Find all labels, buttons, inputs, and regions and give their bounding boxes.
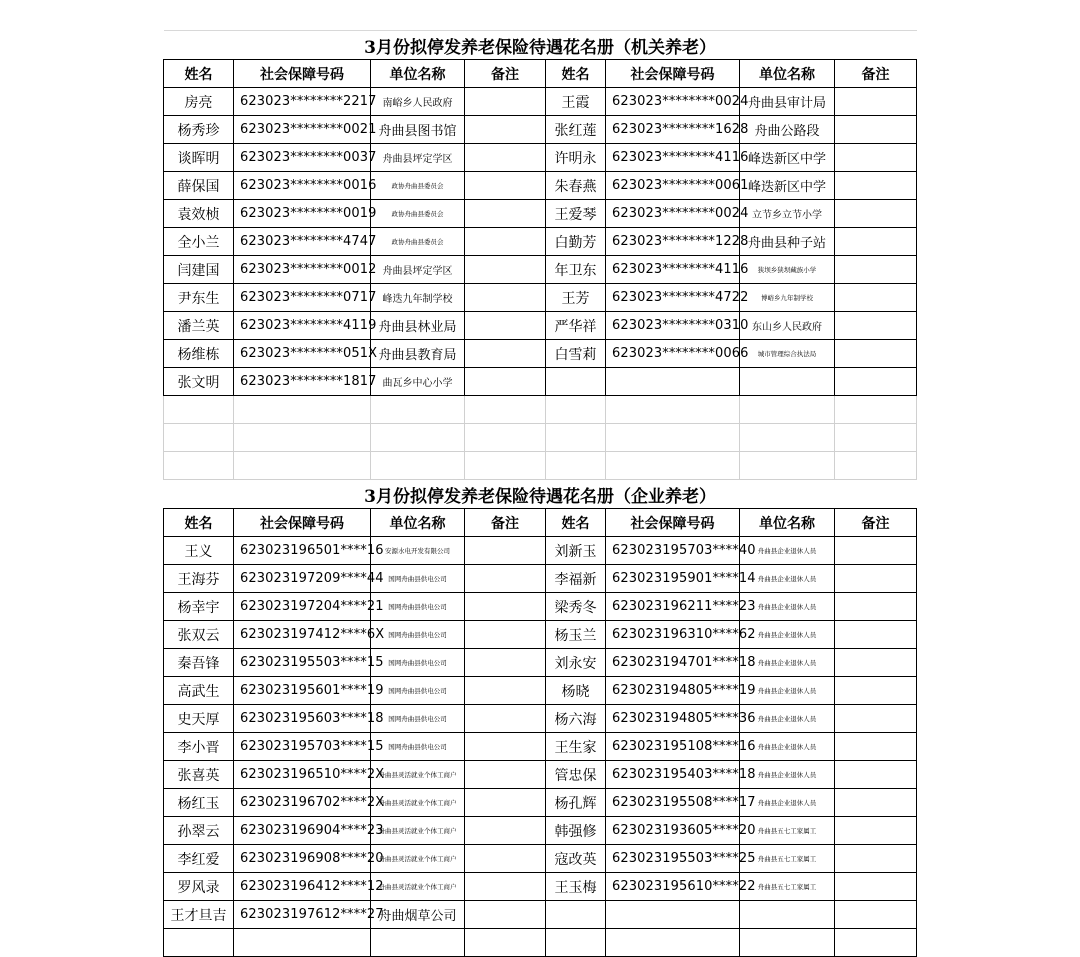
- name-cell: 寇改英: [546, 845, 606, 873]
- social-security-number-cell: 623023197209****44: [234, 565, 371, 593]
- remark-cell: [835, 649, 917, 677]
- sheet-title: 3月份拟停发养老保险待遇花名册（企业养老）: [164, 480, 917, 509]
- sheet-title-row: [164, 31, 917, 60]
- empty-cell: [606, 452, 740, 480]
- name-cell: 秦吾锋: [164, 649, 234, 677]
- social-security-number-cell: 623023197612****27: [234, 901, 371, 929]
- social-security-number-cell: 623023195403****18: [606, 761, 740, 789]
- column-header: 姓名: [546, 60, 606, 88]
- social-security-number-cell: 623023********0016: [234, 172, 371, 200]
- remark-cell: [835, 593, 917, 621]
- unit-name-cell: [371, 929, 465, 957]
- remark-cell: [465, 845, 546, 873]
- unit-name-cell: [740, 929, 835, 957]
- social-security-number-cell: 623023194805****19: [606, 677, 740, 705]
- unit-name-cell: 国网舟曲县供电公司: [371, 621, 465, 649]
- unit-name-cell: 舟曲县企业退休人员: [740, 705, 835, 733]
- unit-name-cell: 舟曲县企业退休人员: [740, 593, 835, 621]
- remark-cell: [465, 733, 546, 761]
- remark-cell: [465, 621, 546, 649]
- column-header: 姓名: [164, 509, 234, 537]
- social-security-number-cell: 623023196310****62: [606, 621, 740, 649]
- unit-name-cell: 舟曲县林业局: [371, 312, 465, 340]
- name-cell: [546, 929, 606, 957]
- name-cell: 张双云: [164, 621, 234, 649]
- remark-cell: [835, 677, 917, 705]
- unit-name-cell: 舟曲县企业退休人员: [740, 537, 835, 565]
- social-security-number-cell: 623023195901****14: [606, 565, 740, 593]
- name-cell: 薛保国: [164, 172, 234, 200]
- empty-cell: [164, 452, 234, 480]
- unit-name-cell: 曲瓦乡中心小学: [371, 368, 465, 396]
- unit-name-cell: 舟曲县企业退休人员: [740, 565, 835, 593]
- remark-cell: [835, 116, 917, 144]
- remark-cell: [835, 929, 917, 957]
- name-cell: 闫建国: [164, 256, 234, 284]
- remark-cell: [465, 565, 546, 593]
- table-row: [164, 116, 917, 144]
- spacer-row: [164, 396, 917, 424]
- remark-cell: [835, 789, 917, 817]
- remark-cell: [465, 649, 546, 677]
- spreadsheet: [163, 30, 916, 957]
- column-header: 单位名称: [740, 509, 835, 537]
- name-cell: 王玉梅: [546, 873, 606, 901]
- table-row: [164, 256, 917, 284]
- name-cell: 杨红玉: [164, 789, 234, 817]
- unit-name-cell: 舟曲县灵活就业个体工商户: [371, 761, 465, 789]
- remark-cell: [835, 200, 917, 228]
- empty-cell: [465, 452, 546, 480]
- remark-cell: [835, 228, 917, 256]
- social-security-number-cell: 623023********4116: [606, 256, 740, 284]
- unit-name-cell: [740, 901, 835, 929]
- empty-cell: [546, 396, 606, 424]
- social-security-number-cell: 623023195610****22: [606, 873, 740, 901]
- remark-cell: [835, 537, 917, 565]
- unit-name-cell: 博峪乡九年制学校: [740, 284, 835, 312]
- remark-cell: [835, 88, 917, 116]
- table-row: [164, 172, 917, 200]
- name-cell: 许明永: [546, 144, 606, 172]
- unit-name-cell: 国网舟曲县供电公司: [371, 565, 465, 593]
- remark-cell: [465, 817, 546, 845]
- remark-cell: [835, 733, 917, 761]
- remark-cell: [835, 817, 917, 845]
- table-row: [164, 929, 917, 957]
- unit-name-cell: 峰迭新区中学: [740, 144, 835, 172]
- name-cell: 李福新: [546, 565, 606, 593]
- unit-name-cell: 舟曲县企业退休人员: [740, 677, 835, 705]
- table-row: [164, 284, 917, 312]
- column-header: 备注: [465, 509, 546, 537]
- remark-cell: [465, 901, 546, 929]
- remark-cell: [465, 200, 546, 228]
- column-header: 社会保障号码: [606, 60, 740, 88]
- table-row: [164, 649, 917, 677]
- sheet-title-row: [164, 480, 917, 509]
- empty-cell: [465, 396, 546, 424]
- spacer-row: [164, 452, 917, 480]
- remark-cell: [465, 340, 546, 368]
- name-cell: 王义: [164, 537, 234, 565]
- social-security-number-cell: 623023195603****18: [234, 705, 371, 733]
- empty-cell: [740, 424, 835, 452]
- unit-name-cell: 安源水电开发有限公司: [371, 537, 465, 565]
- social-security-number-cell: [606, 901, 740, 929]
- social-security-number-cell: 623023194701****18: [606, 649, 740, 677]
- name-cell: 袁效桢: [164, 200, 234, 228]
- table-row: [164, 312, 917, 340]
- remark-cell: [465, 705, 546, 733]
- unit-name-cell: 舟曲县灵活就业个体工商户: [371, 789, 465, 817]
- empty-cell: [835, 424, 917, 452]
- unit-name-cell: 东山乡人民政府: [740, 312, 835, 340]
- column-header: 社会保障号码: [234, 509, 371, 537]
- unit-name-cell: 舟曲烟草公司: [371, 901, 465, 929]
- name-cell: 刘新玉: [546, 537, 606, 565]
- social-security-number-cell: 623023193605****20: [606, 817, 740, 845]
- column-header: 姓名: [546, 509, 606, 537]
- column-header: 备注: [465, 60, 546, 88]
- name-cell: 杨晓: [546, 677, 606, 705]
- social-security-number-cell: 623023********4747: [234, 228, 371, 256]
- remark-cell: [835, 845, 917, 873]
- header-row: [164, 509, 917, 537]
- remark-cell: [835, 901, 917, 929]
- empty-cell: [234, 396, 371, 424]
- table-row: [164, 368, 917, 396]
- remark-cell: [465, 228, 546, 256]
- table-row: [164, 901, 917, 929]
- remark-cell: [465, 677, 546, 705]
- remark-cell: [835, 368, 917, 396]
- unit-name-cell: 国网舟曲县供电公司: [371, 677, 465, 705]
- column-header: 备注: [835, 509, 917, 537]
- remark-cell: [835, 256, 917, 284]
- social-security-number-cell: 623023195703****40: [606, 537, 740, 565]
- name-cell: 严华祥: [546, 312, 606, 340]
- name-cell: 王爱琴: [546, 200, 606, 228]
- name-cell: 年卫东: [546, 256, 606, 284]
- table-row: [164, 845, 917, 873]
- social-security-number-cell: 623023196211****23: [606, 593, 740, 621]
- remark-cell: [465, 144, 546, 172]
- empty-cell: [606, 424, 740, 452]
- social-security-number-cell: 623023196702****2X: [234, 789, 371, 817]
- remark-cell: [835, 761, 917, 789]
- name-cell: 杨玉兰: [546, 621, 606, 649]
- table-row: [164, 733, 917, 761]
- name-cell: 王芳: [546, 284, 606, 312]
- table-row: [164, 88, 917, 116]
- unit-name-cell: 舟曲县企业退休人员: [740, 761, 835, 789]
- social-security-number-cell: 623023********1817: [234, 368, 371, 396]
- column-header: 备注: [835, 60, 917, 88]
- table-row: [164, 817, 917, 845]
- unit-name-cell: 立节乡立节小学: [740, 200, 835, 228]
- empty-cell: [164, 424, 234, 452]
- table-row: [164, 200, 917, 228]
- header-row: [164, 60, 917, 88]
- name-cell: 高武生: [164, 677, 234, 705]
- social-security-number-cell: 623023********1628: [606, 116, 740, 144]
- unit-name-cell: 舟曲县企业退休人员: [740, 621, 835, 649]
- remark-cell: [835, 340, 917, 368]
- name-cell: 全小兰: [164, 228, 234, 256]
- unit-name-cell: 政协舟曲县委员会: [371, 228, 465, 256]
- name-cell: 王生家: [546, 733, 606, 761]
- unit-name-cell: 舟曲县五七工家属工: [740, 845, 835, 873]
- social-security-number-cell: 623023195108****16: [606, 733, 740, 761]
- social-security-number-cell: 623023196501****16: [234, 537, 371, 565]
- name-cell: 管忠保: [546, 761, 606, 789]
- social-security-number-cell: 623023********0037: [234, 144, 371, 172]
- social-security-number-cell: 623023********4116: [606, 144, 740, 172]
- name-cell: 张喜英: [164, 761, 234, 789]
- name-cell: 房亮: [164, 88, 234, 116]
- name-cell: 梁秀冬: [546, 593, 606, 621]
- social-security-number-cell: 623023********0310: [606, 312, 740, 340]
- empty-cell: [740, 452, 835, 480]
- unit-name-cell: 狭坝乡狭坝藏族小学: [740, 256, 835, 284]
- remark-cell: [465, 929, 546, 957]
- table-row: [164, 565, 917, 593]
- social-security-number-cell: 623023196904****23: [234, 817, 371, 845]
- unit-name-cell: 舟曲县灵活就业个体工商户: [371, 817, 465, 845]
- social-security-number-cell: 623023195601****19: [234, 677, 371, 705]
- unit-name-cell: 峰迭新区中学: [740, 172, 835, 200]
- unit-name-cell: 舟曲县教育局: [371, 340, 465, 368]
- table-row: [164, 761, 917, 789]
- empty-cell: [835, 452, 917, 480]
- name-cell: 杨幸宇: [164, 593, 234, 621]
- name-cell: 张文明: [164, 368, 234, 396]
- social-security-number-cell: 623023********0061: [606, 172, 740, 200]
- social-security-number-cell: 623023********0066: [606, 340, 740, 368]
- unit-name-cell: 国网舟曲县供电公司: [371, 705, 465, 733]
- name-cell: 尹东生: [164, 284, 234, 312]
- social-security-number-cell: 623023********0024: [606, 88, 740, 116]
- social-security-number-cell: [606, 368, 740, 396]
- name-cell: 韩强修: [546, 817, 606, 845]
- unit-name-cell: 国网舟曲县供电公司: [371, 733, 465, 761]
- spacer-row: [164, 424, 917, 452]
- name-cell: 谈晖明: [164, 144, 234, 172]
- name-cell: 白勤芳: [546, 228, 606, 256]
- table-row: [164, 228, 917, 256]
- table-row: [164, 705, 917, 733]
- table-row: [164, 537, 917, 565]
- unit-name-cell: 城市管理综合执法局: [740, 340, 835, 368]
- unit-name-cell: [740, 368, 835, 396]
- remark-cell: [835, 705, 917, 733]
- remark-cell: [835, 144, 917, 172]
- empty-cell: [835, 396, 917, 424]
- table-row: [164, 144, 917, 172]
- empty-cell: [234, 452, 371, 480]
- table-row: [164, 593, 917, 621]
- social-security-number-cell: 623023********0024: [606, 200, 740, 228]
- column-header: 社会保障号码: [606, 509, 740, 537]
- roster-table: [163, 30, 917, 957]
- name-cell: 张红莲: [546, 116, 606, 144]
- name-cell: 孙翠云: [164, 817, 234, 845]
- empty-cell: [164, 396, 234, 424]
- unit-name-cell: 舟曲县企业退休人员: [740, 789, 835, 817]
- social-security-number-cell: 623023********0021: [234, 116, 371, 144]
- name-cell: 杨六海: [546, 705, 606, 733]
- name-cell: [546, 901, 606, 929]
- column-header: 社会保障号码: [234, 60, 371, 88]
- social-security-number-cell: 623023********4722: [606, 284, 740, 312]
- table-row: [164, 677, 917, 705]
- unit-name-cell: 舟曲县坪定学区: [371, 256, 465, 284]
- name-cell: [546, 368, 606, 396]
- remark-cell: [835, 284, 917, 312]
- empty-cell: [546, 424, 606, 452]
- remark-cell: [835, 312, 917, 340]
- remark-cell: [465, 761, 546, 789]
- name-cell: 王霞: [546, 88, 606, 116]
- social-security-number-cell: 623023********1228: [606, 228, 740, 256]
- name-cell: 白雪莉: [546, 340, 606, 368]
- social-security-number-cell: 623023********0717: [234, 284, 371, 312]
- table-row: [164, 789, 917, 817]
- empty-cell: [371, 396, 465, 424]
- empty-cell: [371, 424, 465, 452]
- name-cell: 朱春燕: [546, 172, 606, 200]
- name-cell: 潘兰英: [164, 312, 234, 340]
- column-header: 单位名称: [740, 60, 835, 88]
- name-cell: 李小晋: [164, 733, 234, 761]
- unit-name-cell: 政协舟曲县委员会: [371, 172, 465, 200]
- unit-name-cell: 国网舟曲县供电公司: [371, 649, 465, 677]
- unit-name-cell: 舟曲县企业退休人员: [740, 733, 835, 761]
- social-security-number-cell: 623023195508****17: [606, 789, 740, 817]
- unit-name-cell: 舟曲县五七工家属工: [740, 817, 835, 845]
- unit-name-cell: 舟曲县五七工家属工: [740, 873, 835, 901]
- social-security-number-cell: 623023********0019: [234, 200, 371, 228]
- empty-cell: [234, 424, 371, 452]
- unit-name-cell: 政协舟曲县委员会: [371, 200, 465, 228]
- name-cell: 刘永安: [546, 649, 606, 677]
- unit-name-cell: 舟曲县灵活就业个体工商户: [371, 873, 465, 901]
- social-security-number-cell: 623023197412****6X: [234, 621, 371, 649]
- unit-name-cell: 舟曲公路段: [740, 116, 835, 144]
- name-cell: 杨秀珍: [164, 116, 234, 144]
- remark-cell: [465, 789, 546, 817]
- table-row: [164, 621, 917, 649]
- remark-cell: [465, 312, 546, 340]
- empty-cell: [371, 452, 465, 480]
- remark-cell: [465, 256, 546, 284]
- unit-name-cell: 舟曲县坪定学区: [371, 144, 465, 172]
- unit-name-cell: 舟曲县企业退休人员: [740, 649, 835, 677]
- remark-cell: [465, 88, 546, 116]
- social-security-number-cell: 623023196412****12: [234, 873, 371, 901]
- remark-cell: [835, 172, 917, 200]
- table-row: [164, 340, 917, 368]
- social-security-number-cell: 623023********4119: [234, 312, 371, 340]
- empty-cell: [546, 452, 606, 480]
- social-security-number-cell: 623023194805****36: [606, 705, 740, 733]
- social-security-number-cell: 623023195503****25: [606, 845, 740, 873]
- remark-cell: [465, 368, 546, 396]
- remark-cell: [835, 621, 917, 649]
- empty-cell: [606, 396, 740, 424]
- unit-name-cell: 舟曲县图书馆: [371, 116, 465, 144]
- social-security-number-cell: 623023196510****2X: [234, 761, 371, 789]
- name-cell: 史天厚: [164, 705, 234, 733]
- empty-cell: [465, 424, 546, 452]
- unit-name-cell: 舟曲县灵活就业个体工商户: [371, 845, 465, 873]
- remark-cell: [835, 565, 917, 593]
- remark-cell: [465, 284, 546, 312]
- remark-cell: [465, 593, 546, 621]
- social-security-number-cell: 623023********0012: [234, 256, 371, 284]
- social-security-number-cell: [606, 929, 740, 957]
- social-security-number-cell: 623023********2217: [234, 88, 371, 116]
- remark-cell: [465, 116, 546, 144]
- social-security-number-cell: [234, 929, 371, 957]
- unit-name-cell: 南峪乡人民政府: [371, 88, 465, 116]
- column-header: 单位名称: [371, 509, 465, 537]
- name-cell: 王才旦吉: [164, 901, 234, 929]
- unit-name-cell: 舟曲县种子站: [740, 228, 835, 256]
- name-cell: 王海芬: [164, 565, 234, 593]
- remark-cell: [835, 873, 917, 901]
- social-security-number-cell: 623023********051X: [234, 340, 371, 368]
- table-row: [164, 873, 917, 901]
- name-cell: 李红爱: [164, 845, 234, 873]
- social-security-number-cell: 623023195703****15: [234, 733, 371, 761]
- social-security-number-cell: 623023195503****15: [234, 649, 371, 677]
- unit-name-cell: 国网舟曲县供电公司: [371, 593, 465, 621]
- name-cell: 杨孔辉: [546, 789, 606, 817]
- remark-cell: [465, 873, 546, 901]
- remark-cell: [465, 537, 546, 565]
- social-security-number-cell: 623023197204****21: [234, 593, 371, 621]
- name-cell: 杨维栋: [164, 340, 234, 368]
- social-security-number-cell: 623023196908****20: [234, 845, 371, 873]
- sheet-title: 3月份拟停发养老保险待遇花名册（机关养老）: [164, 31, 917, 60]
- column-header: 单位名称: [371, 60, 465, 88]
- empty-cell: [740, 396, 835, 424]
- name-cell: 罗风录: [164, 873, 234, 901]
- unit-name-cell: 舟曲县审计局: [740, 88, 835, 116]
- column-header: 姓名: [164, 60, 234, 88]
- name-cell: [164, 929, 234, 957]
- unit-name-cell: 峰迭九年制学校: [371, 284, 465, 312]
- remark-cell: [465, 172, 546, 200]
